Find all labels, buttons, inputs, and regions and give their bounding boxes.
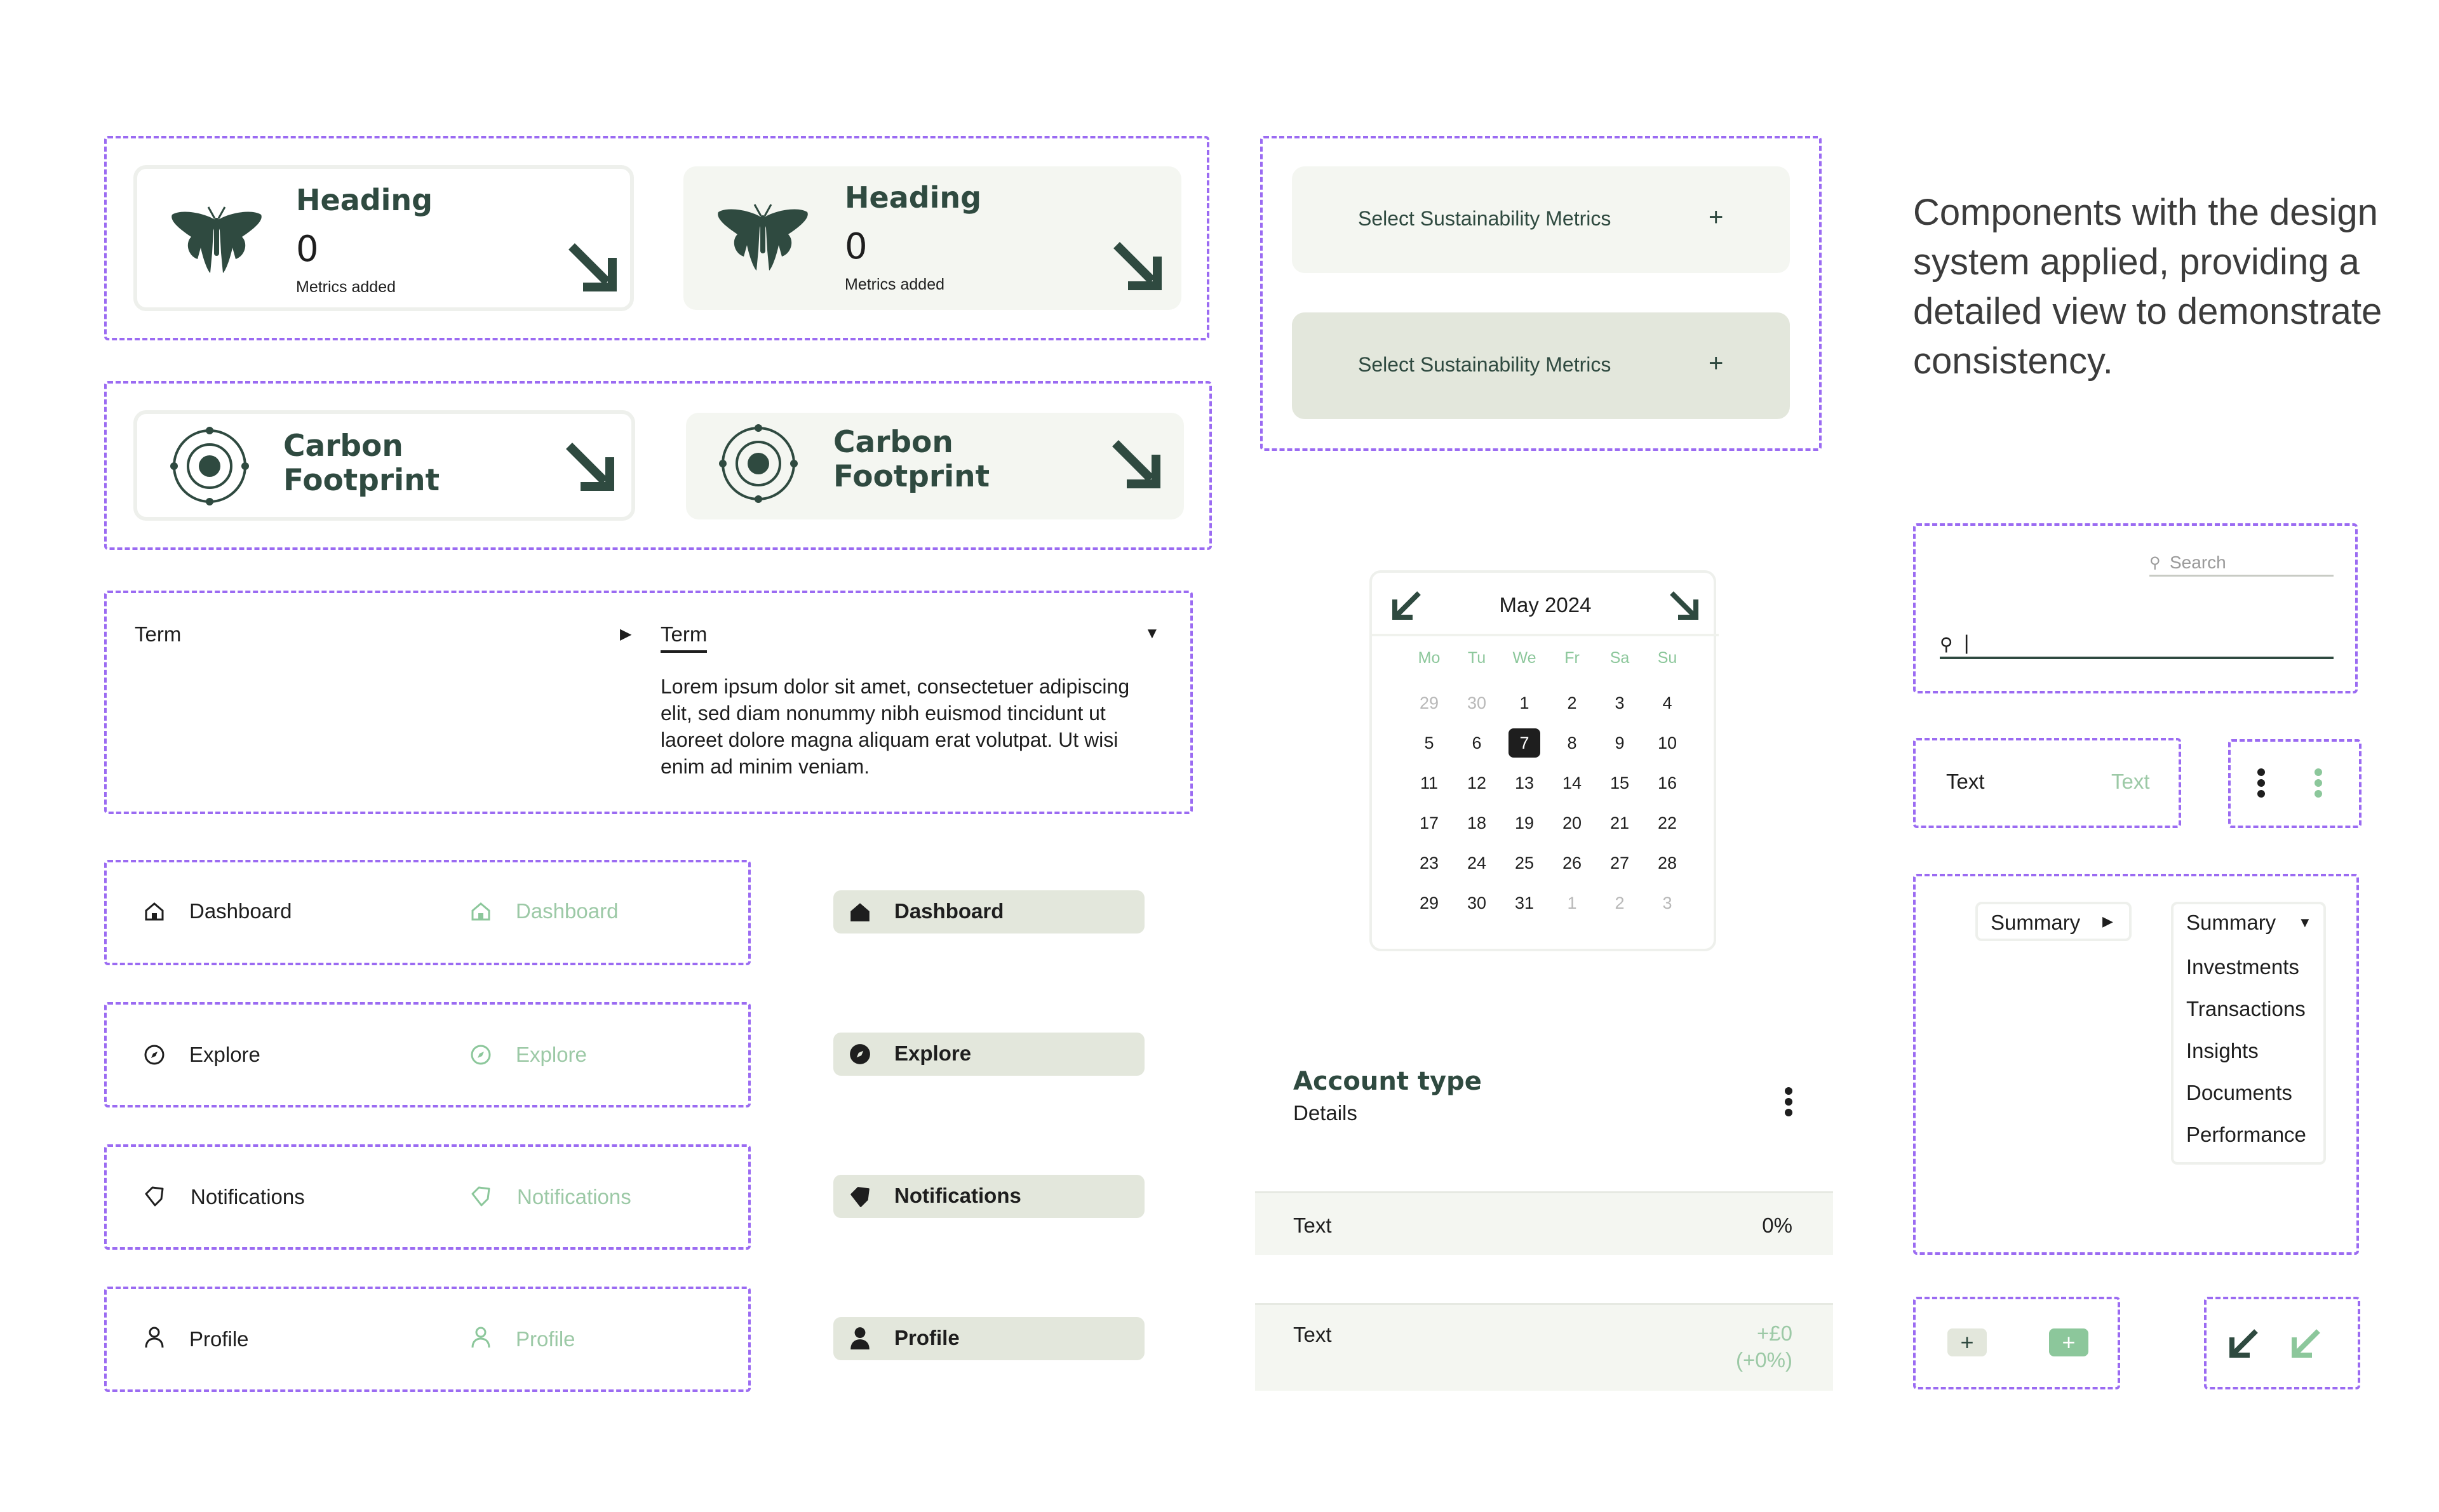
search-input-active[interactable] (1940, 629, 2334, 659)
data-row (1255, 1303, 1833, 1391)
home-icon (470, 900, 492, 922)
kebab-menu-icon[interactable] (2256, 768, 2266, 798)
calendar-day[interactable]: 4 (1662, 693, 1672, 713)
nav-label: Dashboard (516, 899, 619, 923)
nav-label: Explore (894, 1041, 972, 1065)
carbon-card-title-line: Carbon (283, 429, 403, 464)
calendar-day[interactable]: 24 (1467, 853, 1487, 873)
carbon-card-title-line: Footprint (283, 463, 440, 498)
calendar (1369, 570, 1716, 951)
calendar-day[interactable]: 5 (1424, 733, 1434, 753)
calendar-title: May 2024 (1499, 593, 1592, 617)
nav-item-notifications[interactable] (144, 1181, 334, 1213)
calendar-day[interactable]: 15 (1609, 773, 1630, 793)
arrow-down-right-icon[interactable] (564, 239, 617, 292)
home-icon (849, 900, 871, 923)
plus-icon: + (1709, 349, 1724, 377)
search-icon: ⚲ (2149, 554, 2161, 572)
calendar-day-selected[interactable]: 7 (1508, 728, 1540, 758)
nav-item-notifications-active[interactable] (833, 1175, 1145, 1218)
data-row (1255, 1191, 1833, 1255)
calendar-day[interactable]: 29 (1419, 893, 1439, 913)
metric-card-value: 0 (296, 229, 319, 270)
dropdown-option[interactable]: Investments (2186, 955, 2299, 979)
calendar-day[interactable]: 28 (1657, 853, 1677, 873)
calendar-day[interactable]: 19 (1514, 813, 1535, 833)
row-value-line: (+0%) (1736, 1348, 1792, 1372)
arrow-buttons-frame (2204, 1297, 2360, 1389)
dropdown-option[interactable]: Transactions (2186, 997, 2306, 1020)
calendar-day[interactable]: 30 (1467, 693, 1487, 713)
tag-icon (849, 1185, 871, 1208)
accordion-collapsed[interactable] (135, 620, 636, 652)
calendar-day[interactable]: 18 (1467, 813, 1487, 833)
calendar-day[interactable]: 9 (1615, 733, 1625, 753)
carbon-card-title (833, 425, 990, 494)
metric-card-caption: Metrics added (845, 276, 945, 293)
plus-icon: + (1709, 203, 1724, 231)
metric-card-caption: Metrics added (296, 278, 396, 296)
accordion-expanded[interactable] (661, 620, 1162, 658)
add-button[interactable]: + (1947, 1328, 1987, 1356)
calendar-weekday: Tu (1467, 649, 1486, 667)
arrow-down-left-icon[interactable] (2228, 1327, 2260, 1359)
calendar-day[interactable]: 3 (1662, 893, 1672, 913)
nav-label: Profile (516, 1327, 575, 1351)
accordion-label: Term (661, 622, 707, 653)
carbon-card-filled[interactable] (686, 413, 1184, 519)
metric-card-filled[interactable] (683, 166, 1181, 310)
calendar-day[interactable]: 30 (1467, 893, 1487, 913)
arrow-down-right-icon[interactable] (561, 438, 615, 492)
caret-right-icon: ▶ (2102, 913, 2113, 929)
nav-item-notifications-hover[interactable] (470, 1181, 673, 1213)
calendar-day[interactable]: 6 (1472, 733, 1482, 753)
calendar-day[interactable]: 27 (1609, 853, 1630, 873)
calendar-day[interactable]: 11 (1420, 773, 1439, 793)
search-placeholder: Search (2170, 552, 2226, 572)
nav-item-dashboard[interactable] (144, 897, 334, 928)
calendar-day[interactable]: 2 (1615, 893, 1625, 913)
calendar-day[interactable]: 21 (1609, 813, 1630, 833)
calendar-weekday: Mo (1418, 649, 1441, 667)
butterfly-icon (169, 202, 264, 278)
row-label: Text (1293, 1323, 1332, 1346)
nav-label: Notifications (894, 1184, 1021, 1207)
calendar-day[interactable]: 8 (1567, 733, 1577, 753)
metric-card-value: 0 (845, 226, 868, 267)
accordion-body: Lorem ipsum dolor sit amet, consectetuer adipiscing elit, sed diam nonummy nibh euismod tincidunt ut laoreet dolore magna aliquam erat volutpat. Ut wisi enim ad minim veniam. (661, 675, 1130, 778)
carbon-card[interactable] (133, 410, 635, 521)
nav-item-profile[interactable] (144, 1323, 334, 1355)
select-metrics-label: Select Sustainability Metrics (1358, 353, 1611, 376)
dropdown-collapsed[interactable] (1975, 902, 2132, 941)
arrow-down-right-icon[interactable] (1109, 238, 1162, 291)
dropdown-option[interactable]: Performance (2186, 1123, 2306, 1146)
target-icon (170, 427, 249, 505)
calendar-day[interactable]: 23 (1419, 853, 1439, 873)
target-icon (719, 424, 798, 503)
row-label: Text (1293, 1214, 1332, 1237)
calendar-day[interactable]: 20 (1562, 813, 1582, 833)
caret-down-icon: ▼ (1145, 625, 1160, 642)
search-input-empty[interactable] (2149, 550, 2334, 577)
calendar-day[interactable]: 22 (1657, 813, 1677, 833)
nav-label: Explore (189, 1043, 260, 1066)
metric-card-heading: Heading (296, 183, 433, 217)
nav-label: Profile (189, 1327, 249, 1351)
butterfly-icon (715, 199, 810, 276)
calendar-day[interactable]: 1 (1567, 893, 1577, 913)
calendar-day[interactable]: 16 (1657, 773, 1677, 793)
tag-icon (144, 1185, 165, 1207)
calendar-day[interactable]: 14 (1562, 773, 1582, 793)
row-value-line: +£0 (1757, 1321, 1792, 1345)
calendar-day[interactable]: 25 (1514, 853, 1535, 873)
home-icon (144, 900, 165, 922)
dropdown-label: Summary (1991, 911, 2081, 934)
intro-text: Components with the design system applied, providing a detailed view to demonstrate consistency. (1913, 192, 2382, 382)
calendar-day[interactable]: 10 (1657, 733, 1677, 753)
calendar-weekday: We (1512, 649, 1536, 667)
user-icon (144, 1326, 165, 1349)
search-icon: ⚲ (1940, 634, 1953, 654)
calendar-day[interactable]: 1 (1519, 693, 1529, 713)
nav-label: Notifications (191, 1185, 305, 1208)
search-caret: | (1964, 631, 1970, 654)
kebab-menu-icon[interactable] (1784, 1087, 1794, 1116)
arrow-next-icon[interactable] (1668, 589, 1700, 621)
row-value (1736, 1320, 1792, 1374)
carbon-card-title-line: Carbon (833, 425, 953, 460)
caret-right-icon: ▶ (620, 626, 632, 643)
calendar-day[interactable]: 12 (1467, 773, 1487, 793)
calendar-day[interactable]: 26 (1562, 853, 1582, 873)
dropdown-expanded[interactable] (2171, 902, 2326, 1165)
nav-label: Dashboard (894, 899, 1004, 923)
nav-item-explore[interactable] (144, 1039, 334, 1071)
nav-item-profile-active[interactable] (833, 1317, 1145, 1360)
text-link-hover[interactable]: Text (2111, 770, 2150, 793)
search-frame (1913, 523, 2358, 693)
calendar-day[interactable]: 31 (1514, 893, 1535, 913)
add-buttons-frame (1913, 1297, 2120, 1389)
calendar-weekday: Fr (1564, 649, 1580, 667)
nav-label: Explore (516, 1043, 587, 1066)
calendar-weekday: Sa (1609, 649, 1630, 667)
calendar-day[interactable]: 29 (1419, 693, 1439, 713)
add-button-hover[interactable]: + (2049, 1328, 2088, 1356)
calendar-day[interactable]: 3 (1615, 693, 1625, 713)
nav-label: Dashboard (189, 899, 292, 923)
compass-icon (144, 1044, 165, 1066)
kebab-frame (2228, 739, 2362, 828)
user-icon (849, 1326, 871, 1350)
user-icon (470, 1326, 492, 1349)
calendar-day[interactable]: 13 (1514, 773, 1535, 793)
account-title: Account type (1293, 1067, 1482, 1096)
caret-down-icon: ▼ (2298, 914, 2312, 930)
tag-icon (470, 1185, 492, 1207)
nav-item-explore-hover[interactable] (470, 1039, 661, 1071)
carbon-card-title (283, 429, 440, 498)
compass-icon (470, 1044, 492, 1066)
select-metrics-button[interactable] (1292, 166, 1790, 273)
calendar-weekday: Su (1657, 649, 1677, 667)
compass-icon (849, 1043, 871, 1066)
nav-item-explore-active[interactable] (833, 1033, 1145, 1076)
calendar-day[interactable]: 2 (1567, 693, 1577, 713)
nav-label: Notifications (517, 1185, 631, 1208)
dropdown-label: Summary (2186, 911, 2276, 934)
nav-label: Profile (894, 1326, 960, 1349)
nav-item-dashboard-hover[interactable] (470, 897, 661, 928)
row-value: 0% (1762, 1214, 1792, 1237)
nav-item-profile-hover[interactable] (470, 1323, 661, 1355)
text-link[interactable]: Text (1946, 770, 1985, 793)
metric-card[interactable] (133, 165, 634, 311)
dropdown-option[interactable]: Documents (2186, 1081, 2292, 1104)
metric-card-heading: Heading (845, 180, 982, 215)
arrow-down-left-icon[interactable] (2290, 1327, 2322, 1359)
select-metrics-label: Select Sustainability Metrics (1358, 207, 1611, 230)
kebab-menu-icon[interactable] (2313, 768, 2323, 798)
arrow-down-right-icon[interactable] (1108, 436, 1161, 489)
select-metrics-button-active[interactable] (1292, 312, 1790, 419)
carbon-card-title-line: Footprint (833, 459, 990, 494)
account-subtitle: Details (1293, 1101, 1357, 1125)
calendar-day[interactable]: 17 (1419, 813, 1439, 833)
nav-item-dashboard-active[interactable] (833, 890, 1145, 933)
dropdown-option[interactable]: Insights (2186, 1039, 2259, 1062)
accordion-label: Term (135, 622, 182, 646)
